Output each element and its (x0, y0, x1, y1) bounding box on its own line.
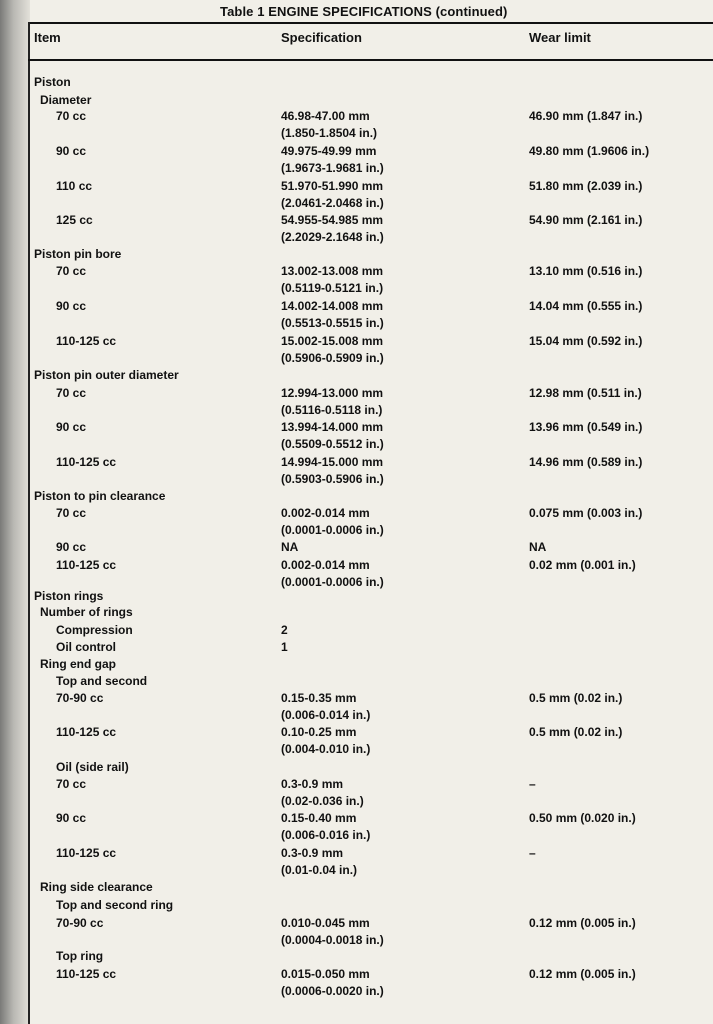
row-specification (281, 298, 384, 332)
row-wear-limit: 0.5 mm (0.02 in.) (529, 691, 623, 705)
spec-imperial-value: (0.5509-0.5512 in.) (281, 437, 384, 451)
spec-metric-value: 0.002-0.014 mm (281, 506, 370, 520)
spec-imperial-value: (0.5119-0.5121 in.) (281, 281, 384, 295)
row-wear-limit: 0.02 mm (0.001 in.) (529, 558, 636, 572)
row-specification (281, 385, 383, 419)
column-header-wear-limit: Wear limit (529, 30, 591, 45)
row-item-label: 110-125 cc (56, 967, 117, 981)
spec-imperial-value: (1.850-1.8504 in.) (281, 126, 378, 140)
spec-metric-value: 51.970-51.990 mm (281, 179, 384, 193)
column-header-specification: Specification (281, 30, 362, 45)
row-item-label: Ring side clearance (40, 880, 153, 894)
row-wear-limit: 46.90 mm (1.847 in.) (529, 109, 643, 123)
row-item-label: Ring end gap (40, 657, 116, 671)
row-specification (281, 419, 384, 453)
row-item-label: Top and second (56, 674, 148, 688)
row-specification (281, 178, 384, 212)
table-row (0, 385, 713, 421)
spec-imperial-value: (0.0004-0.0018 in.) (281, 933, 384, 947)
row-wear-limit: 0.50 mm (0.020 in.) (529, 811, 636, 825)
table-top-rule (28, 22, 713, 24)
row-item-label: 90 cc (56, 420, 87, 434)
row-item-label: 70-90 cc (56, 691, 104, 705)
row-specification (281, 690, 370, 724)
row-wear-limit: 14.96 mm (0.589 in.) (529, 455, 643, 469)
spec-imperial-value: (0.5513-0.5515 in.) (281, 316, 384, 330)
row-wear-limit: 12.98 mm (0.511 in.) (529, 386, 642, 400)
row-wear-limit: 54.90 mm (2.161 in.) (529, 213, 643, 227)
spec-metric-value: 0.10-0.25 mm (281, 725, 357, 739)
table-row (0, 776, 713, 812)
spec-metric-value: 49.975-49.99 mm (281, 144, 377, 158)
row-specification (281, 333, 384, 367)
spec-imperial-value: (0.02-0.036 in.) (281, 794, 364, 808)
table-row (0, 915, 713, 951)
row-item-label: Piston to pin clearance (34, 489, 166, 503)
row-specification (281, 915, 384, 949)
row-item-label: 110-125 cc (56, 455, 117, 469)
table-row (0, 505, 713, 541)
row-item-label: 90 cc (56, 811, 87, 825)
header-bottom-rule (28, 59, 713, 61)
row-item-label: 70 cc (56, 506, 87, 520)
row-item-label: 90 cc (56, 144, 87, 158)
row-specification (281, 776, 364, 810)
spec-metric-value: 54.955-54.985 mm (281, 213, 384, 227)
spec-metric-value: 0.15-0.35 mm (281, 691, 357, 705)
spec-metric-value: 0.3-0.9 mm (281, 846, 344, 860)
row-item-label: 70 cc (56, 109, 87, 123)
row-item-label: 110-125 cc (56, 725, 117, 739)
row-wear-limit: 13.96 mm (0.549 in.) (529, 420, 643, 434)
row-item-label: Piston pin bore (34, 247, 122, 261)
table-row (0, 966, 713, 1002)
row-wear-limit: 51.80 mm (2.039 in.) (529, 179, 643, 193)
spec-metric-value: 14.994-15.000 mm (281, 455, 384, 469)
spec-metric-value: 46.98-47.00 mm (281, 109, 370, 123)
row-item-label: 70 cc (56, 264, 87, 278)
spec-imperial-value: (0.0006-0.0020 in.) (281, 984, 384, 998)
row-wear-limit: 14.04 mm (0.555 in.) (529, 299, 643, 313)
row-item-label: Compression (56, 623, 133, 637)
row-wear-limit: 49.80 mm (1.9606 in.) (529, 144, 650, 158)
row-item-label: Top and second ring (56, 898, 174, 912)
spec-imperial-value: (2.2029-2.1648 in.) (281, 230, 384, 244)
row-item-label: Piston pin outer diameter (34, 368, 179, 382)
table-row (0, 143, 713, 179)
spec-imperial-value: (0.006-0.014 in.) (281, 708, 371, 722)
table-row (0, 333, 713, 369)
row-specification (281, 454, 384, 488)
row-wear-limit: 0.5 mm (0.02 in.) (529, 725, 623, 739)
spec-metric-value: 0.3-0.9 mm (281, 777, 344, 791)
spec-metric-value: NA (281, 540, 299, 554)
spec-metric-value: 0.15-0.40 mm (281, 811, 357, 825)
spec-imperial-value: (2.0461-2.0468 in.) (281, 196, 384, 210)
table-row (0, 178, 713, 214)
spec-imperial-value: (0.5903-0.5906 in.) (281, 472, 384, 486)
row-specification (281, 810, 370, 844)
row-item-label: 110-125 cc (56, 558, 117, 572)
row-item-label: Piston rings (34, 589, 104, 603)
row-wear-limit: 0.12 mm (0.005 in.) (529, 967, 636, 981)
spec-imperial-value: (0.5116-0.5118 in.) (281, 403, 383, 417)
row-specification (281, 212, 384, 246)
spec-metric-value: 0.010-0.045 mm (281, 916, 370, 930)
row-item-label: 90 cc (56, 299, 87, 313)
row-specification (281, 263, 383, 297)
row-specification (281, 505, 384, 539)
row-specification (281, 622, 288, 639)
table-row (0, 845, 713, 881)
table-row (0, 212, 713, 248)
row-item-label: 70 cc (56, 777, 87, 791)
row-specification (281, 557, 384, 591)
table-row (0, 108, 713, 144)
table-row (0, 724, 713, 760)
row-wear-limit: – (529, 777, 536, 791)
spec-metric-value: 2 (281, 623, 288, 637)
spec-imperial-value: (0.5906-0.5909 in.) (281, 351, 384, 365)
row-specification (281, 539, 298, 556)
row-wear-limit: – (529, 846, 536, 860)
row-item-label: 110 cc (56, 179, 93, 193)
spec-metric-value: 0.002-0.014 mm (281, 558, 370, 572)
row-specification (281, 845, 357, 879)
table-row (0, 454, 713, 490)
row-wear-limit: 15.04 mm (0.592 in.) (529, 334, 643, 348)
table-row (0, 690, 713, 726)
row-wear-limit: NA (529, 540, 547, 554)
row-item-label: 70 cc (56, 386, 87, 400)
table-row (0, 298, 713, 334)
table-title: Table 1 ENGINE SPECIFICATIONS (continued) (220, 4, 508, 19)
spec-imperial-value: (1.9673-1.9681 in.) (281, 161, 384, 175)
row-specification (281, 639, 288, 656)
row-specification (281, 143, 384, 177)
row-wear-limit: 0.12 mm (0.005 in.) (529, 916, 636, 930)
row-specification (281, 108, 377, 142)
spec-imperial-value: (0.006-0.016 in.) (281, 828, 371, 842)
row-item-label: Diameter (40, 93, 92, 107)
row-item-label: 90 cc (56, 540, 87, 554)
row-item-label: 110-125 cc (56, 846, 117, 860)
table-row (0, 810, 713, 846)
row-item-label: 70-90 cc (56, 916, 104, 930)
spec-metric-value: 0.015-0.050 mm (281, 967, 370, 981)
spec-imperial-value: (0.0001-0.0006 in.) (281, 575, 384, 589)
column-header-item: Item (34, 30, 61, 45)
spec-imperial-value: (0.0001-0.0006 in.) (281, 523, 384, 537)
row-wear-limit: 0.075 mm (0.003 in.) (529, 506, 643, 520)
spec-imperial-value: (0.01-0.04 in.) (281, 863, 358, 877)
spec-metric-value: 13.002-13.008 mm (281, 264, 384, 278)
row-item-label: Top ring (56, 949, 104, 963)
row-item-label: Oil control (56, 640, 116, 654)
spec-metric-value: 15.002-15.008 mm (281, 334, 384, 348)
row-specification (281, 966, 384, 1000)
spec-metric-value: 1 (281, 640, 288, 654)
row-wear-limit: 13.10 mm (0.516 in.) (529, 264, 643, 278)
row-item-label: Piston (34, 75, 71, 89)
table-row (0, 419, 713, 455)
row-item-label: 125 cc (56, 213, 93, 227)
row-item-label: 110-125 cc (56, 334, 117, 348)
row-specification (281, 724, 370, 758)
spec-metric-value: 12.994-13.000 mm (281, 386, 384, 400)
spec-metric-value: 13.994-14.000 mm (281, 420, 384, 434)
row-item-label: Number of rings (40, 605, 133, 619)
table-row (0, 263, 713, 299)
spec-imperial-value: (0.004-0.010 in.) (281, 742, 371, 756)
spec-metric-value: 14.002-14.008 mm (281, 299, 384, 313)
row-item-label: Oil (side rail) (56, 760, 129, 774)
